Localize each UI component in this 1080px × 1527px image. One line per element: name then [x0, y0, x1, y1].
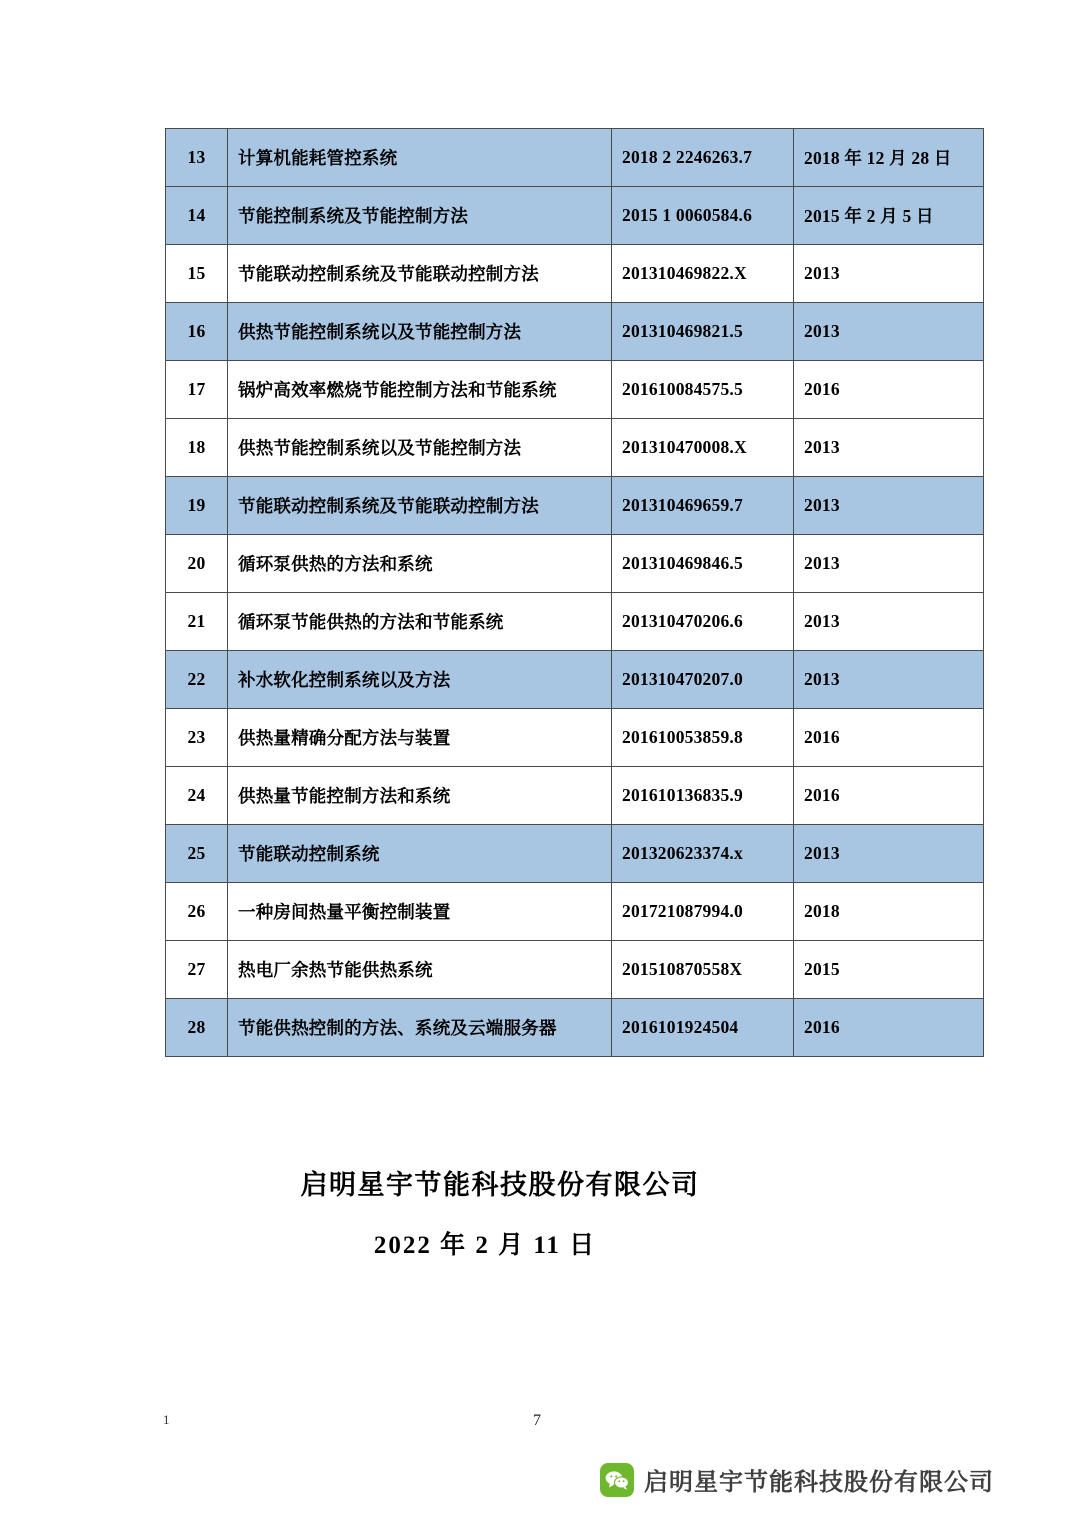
table-row	[166, 245, 984, 303]
table-row	[166, 709, 984, 767]
patent-table-body	[166, 129, 984, 1057]
row-application-number: 2015 1 0060584.6	[612, 187, 794, 245]
row-application-number: 201320623374.x	[612, 825, 794, 883]
row-patent-name: 计算机能耗管控系统	[228, 129, 612, 187]
row-application-number: 201610136835.9	[612, 767, 794, 825]
row-patent-name: 供热节能控制系统以及节能控制方法	[228, 419, 612, 477]
row-application-number: 201510870558X	[612, 941, 794, 999]
row-application-date: 2013	[794, 651, 984, 709]
row-number: 15	[166, 245, 228, 303]
row-application-date: 2013	[794, 825, 984, 883]
row-application-date: 2016	[794, 767, 984, 825]
row-application-date: 2015	[794, 941, 984, 999]
row-application-number: 201610084575.5	[612, 361, 794, 419]
row-application-number: 201610053859.8	[612, 709, 794, 767]
row-application-number: 201310469846.5	[612, 535, 794, 593]
row-patent-name: 锅炉高效率燃烧节能控制方法和节能系统	[228, 361, 612, 419]
row-application-date: 2018 年 12 月 28 日	[794, 129, 984, 187]
table-row	[166, 999, 984, 1057]
row-number: 24	[166, 767, 228, 825]
row-number: 19	[166, 477, 228, 535]
row-application-date: 2013	[794, 477, 984, 535]
table-row	[166, 767, 984, 825]
row-application-date: 2013	[794, 245, 984, 303]
row-application-number: 201310469821.5	[612, 303, 794, 361]
row-application-number: 201310469822.X	[612, 245, 794, 303]
row-number: 14	[166, 187, 228, 245]
table-row	[166, 303, 984, 361]
signature-date: 2022 年 2 月 11 日	[373, 1232, 597, 1259]
row-patent-name: 补水软化控制系统以及方法	[228, 651, 612, 709]
row-patent-name: 供热节能控制系统以及节能控制方法	[228, 303, 612, 361]
row-number: 25	[166, 825, 228, 883]
table-row	[166, 651, 984, 709]
row-number: 26	[166, 883, 228, 941]
row-patent-name: 节能联动控制系统	[228, 825, 612, 883]
row-patent-name: 循环泵供热的方法和系统	[228, 535, 612, 593]
wechat-icon	[600, 1463, 634, 1497]
row-number: 16	[166, 303, 228, 361]
row-number: 17	[166, 361, 228, 419]
row-application-date: 2018	[794, 883, 984, 941]
signature-company: 启明星宇节能科技股份有限公司	[300, 1170, 700, 1200]
row-application-number: 201310470207.0	[612, 651, 794, 709]
table-row	[166, 941, 984, 999]
row-application-date: 2016	[794, 361, 984, 419]
table-row	[166, 825, 984, 883]
row-application-date: 2016	[794, 999, 984, 1057]
row-patent-name: 一种房间热量平衡控制装置	[228, 883, 612, 941]
table-row	[166, 593, 984, 651]
row-number: 28	[166, 999, 228, 1057]
row-application-date: 2013	[794, 593, 984, 651]
row-patent-name: 节能联动控制系统及节能联动控制方法	[228, 477, 612, 535]
row-patent-name: 节能控制系统及节能控制方法	[228, 187, 612, 245]
row-application-number: 201310470206.6	[612, 593, 794, 651]
row-application-date: 2015 年 2 月 5 日	[794, 187, 984, 245]
row-application-date: 2013	[794, 419, 984, 477]
wechat-account-bar	[600, 1462, 994, 1497]
table-row	[166, 187, 984, 245]
row-number: 22	[166, 651, 228, 709]
row-application-date: 2013	[794, 535, 984, 593]
row-number: 13	[166, 129, 228, 187]
table-row	[166, 883, 984, 941]
row-patent-name: 供热量精确分配方法与装置	[228, 709, 612, 767]
wechat-account-name: 启明星宇节能科技股份有限公司	[644, 1469, 994, 1496]
row-patent-name: 节能联动控制系统及节能联动控制方法	[228, 245, 612, 303]
page-number: 7	[533, 1412, 541, 1429]
row-patent-name: 循环泵节能供热的方法和节能系统	[228, 593, 612, 651]
row-application-number: 2016101924504	[612, 999, 794, 1057]
table-row	[166, 477, 984, 535]
row-application-number: 201310469659.7	[612, 477, 794, 535]
row-number: 23	[166, 709, 228, 767]
table-row	[166, 419, 984, 477]
patent-table-container	[165, 128, 983, 1057]
row-application-date: 2013	[794, 303, 984, 361]
row-patent-name: 节能供热控制的方法、系统及云端服务器	[228, 999, 612, 1057]
table-row	[166, 129, 984, 187]
row-number: 27	[166, 941, 228, 999]
row-number: 21	[166, 593, 228, 651]
table-row	[166, 535, 984, 593]
footer-left-mark: 1	[163, 1412, 170, 1427]
row-application-number: 201310470008.X	[612, 419, 794, 477]
row-application-number: 2018 2 2246263.7	[612, 129, 794, 187]
row-number: 20	[166, 535, 228, 593]
row-patent-name: 供热量节能控制方法和系统	[228, 767, 612, 825]
row-application-number: 201721087994.0	[612, 883, 794, 941]
row-patent-name: 热电厂余热节能供热系统	[228, 941, 612, 999]
table-row	[166, 361, 984, 419]
row-application-date: 2016	[794, 709, 984, 767]
patent-table	[165, 128, 984, 1057]
row-number: 18	[166, 419, 228, 477]
